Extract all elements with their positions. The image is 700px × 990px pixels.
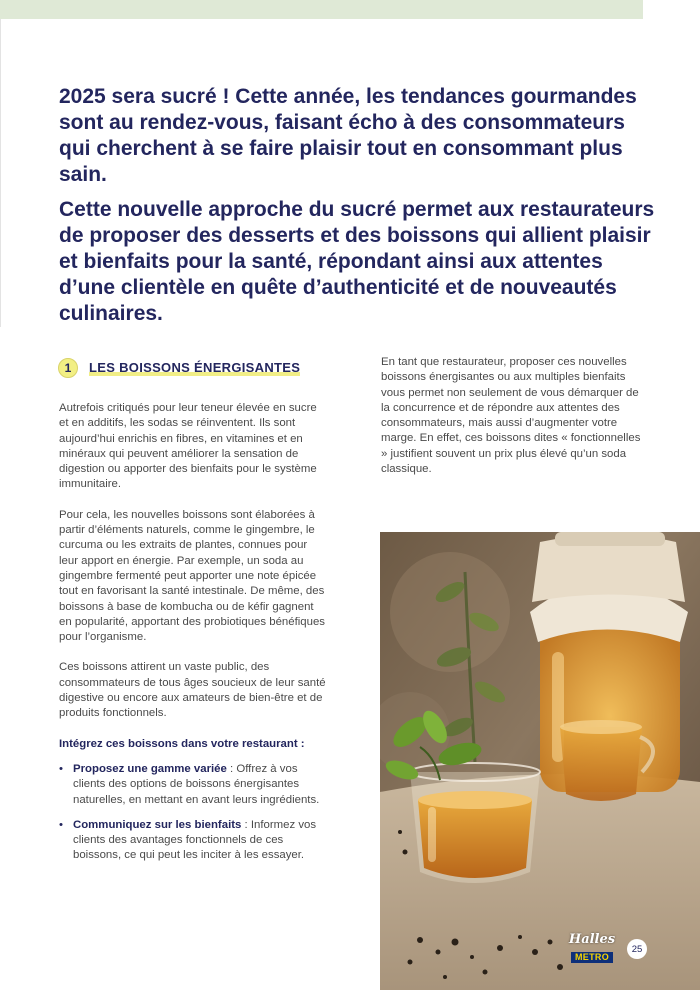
intro-block [59,84,659,327]
section-heading [58,358,300,378]
intro-paragraph-2: Cette nouvelle approche du sucré permet aux restaurateurs de proposer des desserts et des boissons qui allient plaisir et bienfaits pour la santé, répondant ainsi aux attentes d’une clientèle en quête d’authenticité et de nouveautés culinaires. [59,198,655,325]
top-color-band [0,0,643,19]
page-number: 25 [627,939,647,959]
kombucha-photo [380,532,700,990]
list-item [59,818,329,864]
left-paragraph-1: Autrefois critiqués pour leur teneur élevée en sucre et en additifs, les sodas se réinventent. Ils sont aujourd’hui enrichis en fibres, en vitamines et en minéraux qui peuvent améliorer la sensation de digestion ou apporter des bienfaits pour le système immunitaire. [59,402,317,491]
tips-list [59,762,329,864]
tip-text: : Offrez à vos clients des options de boissons énergisantes naturelles, en mettant en avant leurs ingrédients. [73,762,320,806]
les-halles-metro-logo [566,932,618,962]
front-glass [410,763,540,883]
right-paragraph-1: En tant que restaurateur, proposer ces nouvelles boissons énergisantes ou aux multiples bienfaits vous permet non seulement de vous démarquer de la concurrence et de répondre aux attentes des consommateurs, mais aussi d’augmenter votre marge. En effet, ces boissons dites « fonctionnelles » justifient souvent un prix plus élevé qu’un soda classique. [381,356,641,476]
tip-text: : Informez vos clients des avantages fonctionnels de ces boissons, ce qui peut les inciter à les essayer. [73,818,317,862]
section-title: LES BOISSONS ÉNERGISANTES [89,360,301,375]
tip-title: Proposez une gamme variée [73,762,227,775]
tip-title: Communiquez sur les bienfaits [73,818,242,831]
left-column [59,401,329,874]
right-column [381,355,643,477]
left-paragraph-3: Ces boissons attirent un vaste public, des consommateurs de tous âges soucieux de leur santé digestive ou encore aux amateurs de bien-être et de produits fonctionnels. [59,661,326,720]
left-paragraph-2: Pour cela, les nouvelles boissons sont élaborées à partir d’éléments naturels, comme le gingembre, le curcuma ou les extraits de plantes, connues pour leur apport en énergie. Par exemple, un soda au gingembre fermenté peut apporter une note épicée tout en favorisant la santé intestinale. De même, des boissons à base de kombucha ou de kéfir gagnent en popularité, apportant des probiotiques bénéfiques pour l’organisme. [59,508,325,644]
integration-lead: Intégrez ces boissons dans votre restaurant : [59,737,305,750]
kombucha-illustration [380,532,700,990]
intro-paragraph-1: 2025 sera sucré ! Cette année, les tendances gourmandes sont au rendez-vous, faisant écho à des consommateurs qui cherchent à se faire plaisir tout en consommant plus sain. [59,85,637,186]
left-divider [0,19,1,327]
logo-metro: METRO [571,952,613,963]
section-number-badge: 1 [58,358,78,378]
list-item [59,762,329,808]
logo-halles: Halles [568,932,616,947]
